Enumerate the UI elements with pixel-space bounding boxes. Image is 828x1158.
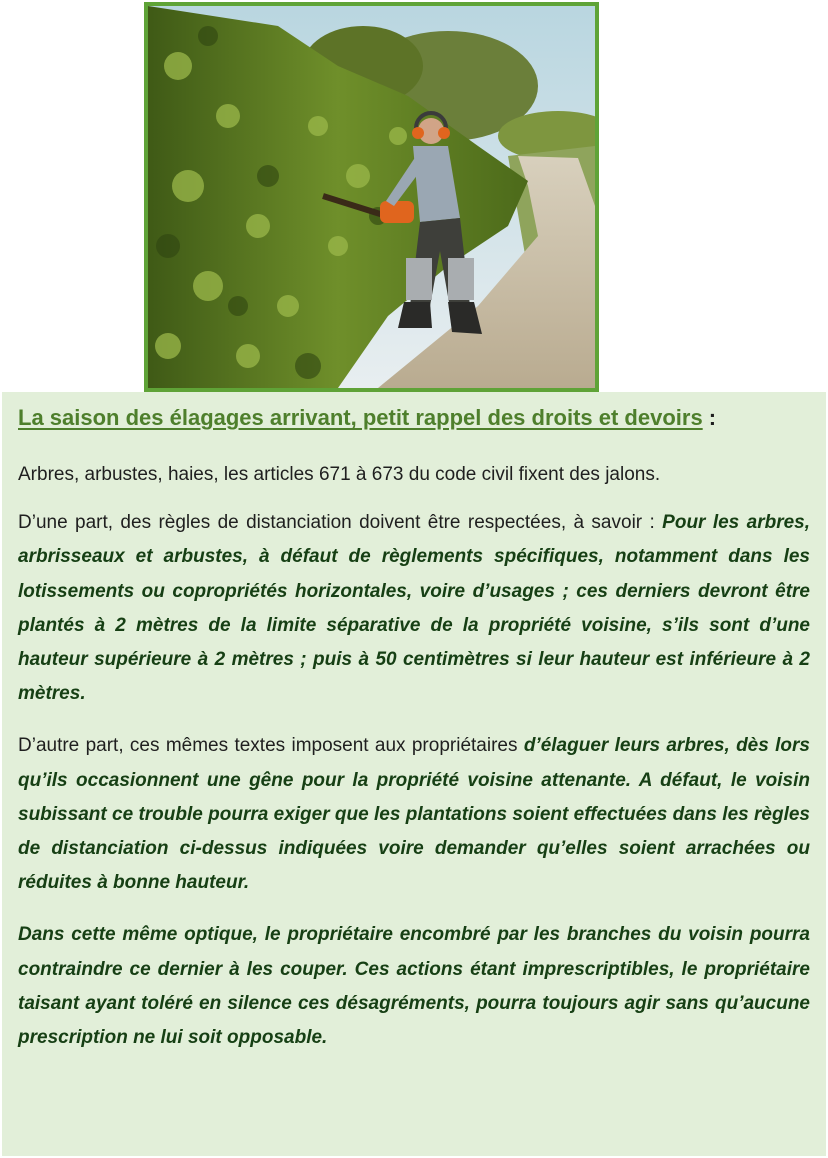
hedge-trimming-photo (144, 2, 599, 392)
article-panel (2, 392, 826, 1156)
paragraph-neighbor (18, 918, 810, 1055)
paragraph-pruning-plain: D’autre part, ces mêmes textes imposent aux propriétaires (18, 735, 524, 757)
article-title-colon: : (702, 405, 717, 430)
paragraph-distances-emphasis: Pour les arbres, arbrisseaux et arbustes, à défaut de règlements spécifiques, notamment dans les lotissements ou copropriétés horizontales, voire d’usages ; ces derniers devront être plantés à 2 mètres de la limite séparative de la propriété voisine, s’ils sont d’une hauteur supérieure à 2 mètres ; puis à 50 centimètres si leur hauteur est inférieure à 2 mètres. (18, 512, 811, 705)
article-title (18, 402, 810, 434)
paragraph-intro-text: Arbres, arbustes, haies, les articles 671 à 673 du code civil fixent des jalons. (18, 464, 661, 485)
photo-illustration (148, 6, 595, 388)
paragraph-intro (18, 458, 810, 492)
paragraph-neighbor-emphasis: Dans cette même optique, le propriétaire encombré par les branches du voisin pourra contraindre ce dernier à les couper. Ces actions étant imprescriptibles, le propriétaire taisant ayant toléré en silence ces désagréments, pourra toujours agir sans qu’aucune prescription ne lui soit opposable. (18, 924, 810, 1049)
paragraph-pruning (18, 729, 810, 900)
paragraph-distances (18, 506, 810, 711)
paragraph-pruning-emphasis: d’élaguer leurs arbres, dès lors qu’ils occasionnent une gêne pour la propriété voisine attenante. A défaut, le voisin subissant ce trouble pourra exiger que les plantations soient effectuées dans les règles de distanciation ci-dessus indiquées voire demander qu’elles soient arrachées ou réduites à bonne hauteur. (18, 735, 810, 894)
article-title-text: La saison des élagages arrivant, petit rappel des droits et devoirs (18, 405, 703, 430)
paragraph-distances-plain: D’une part, des règles de distanciation doivent être respectées, à savoir : (18, 512, 663, 534)
